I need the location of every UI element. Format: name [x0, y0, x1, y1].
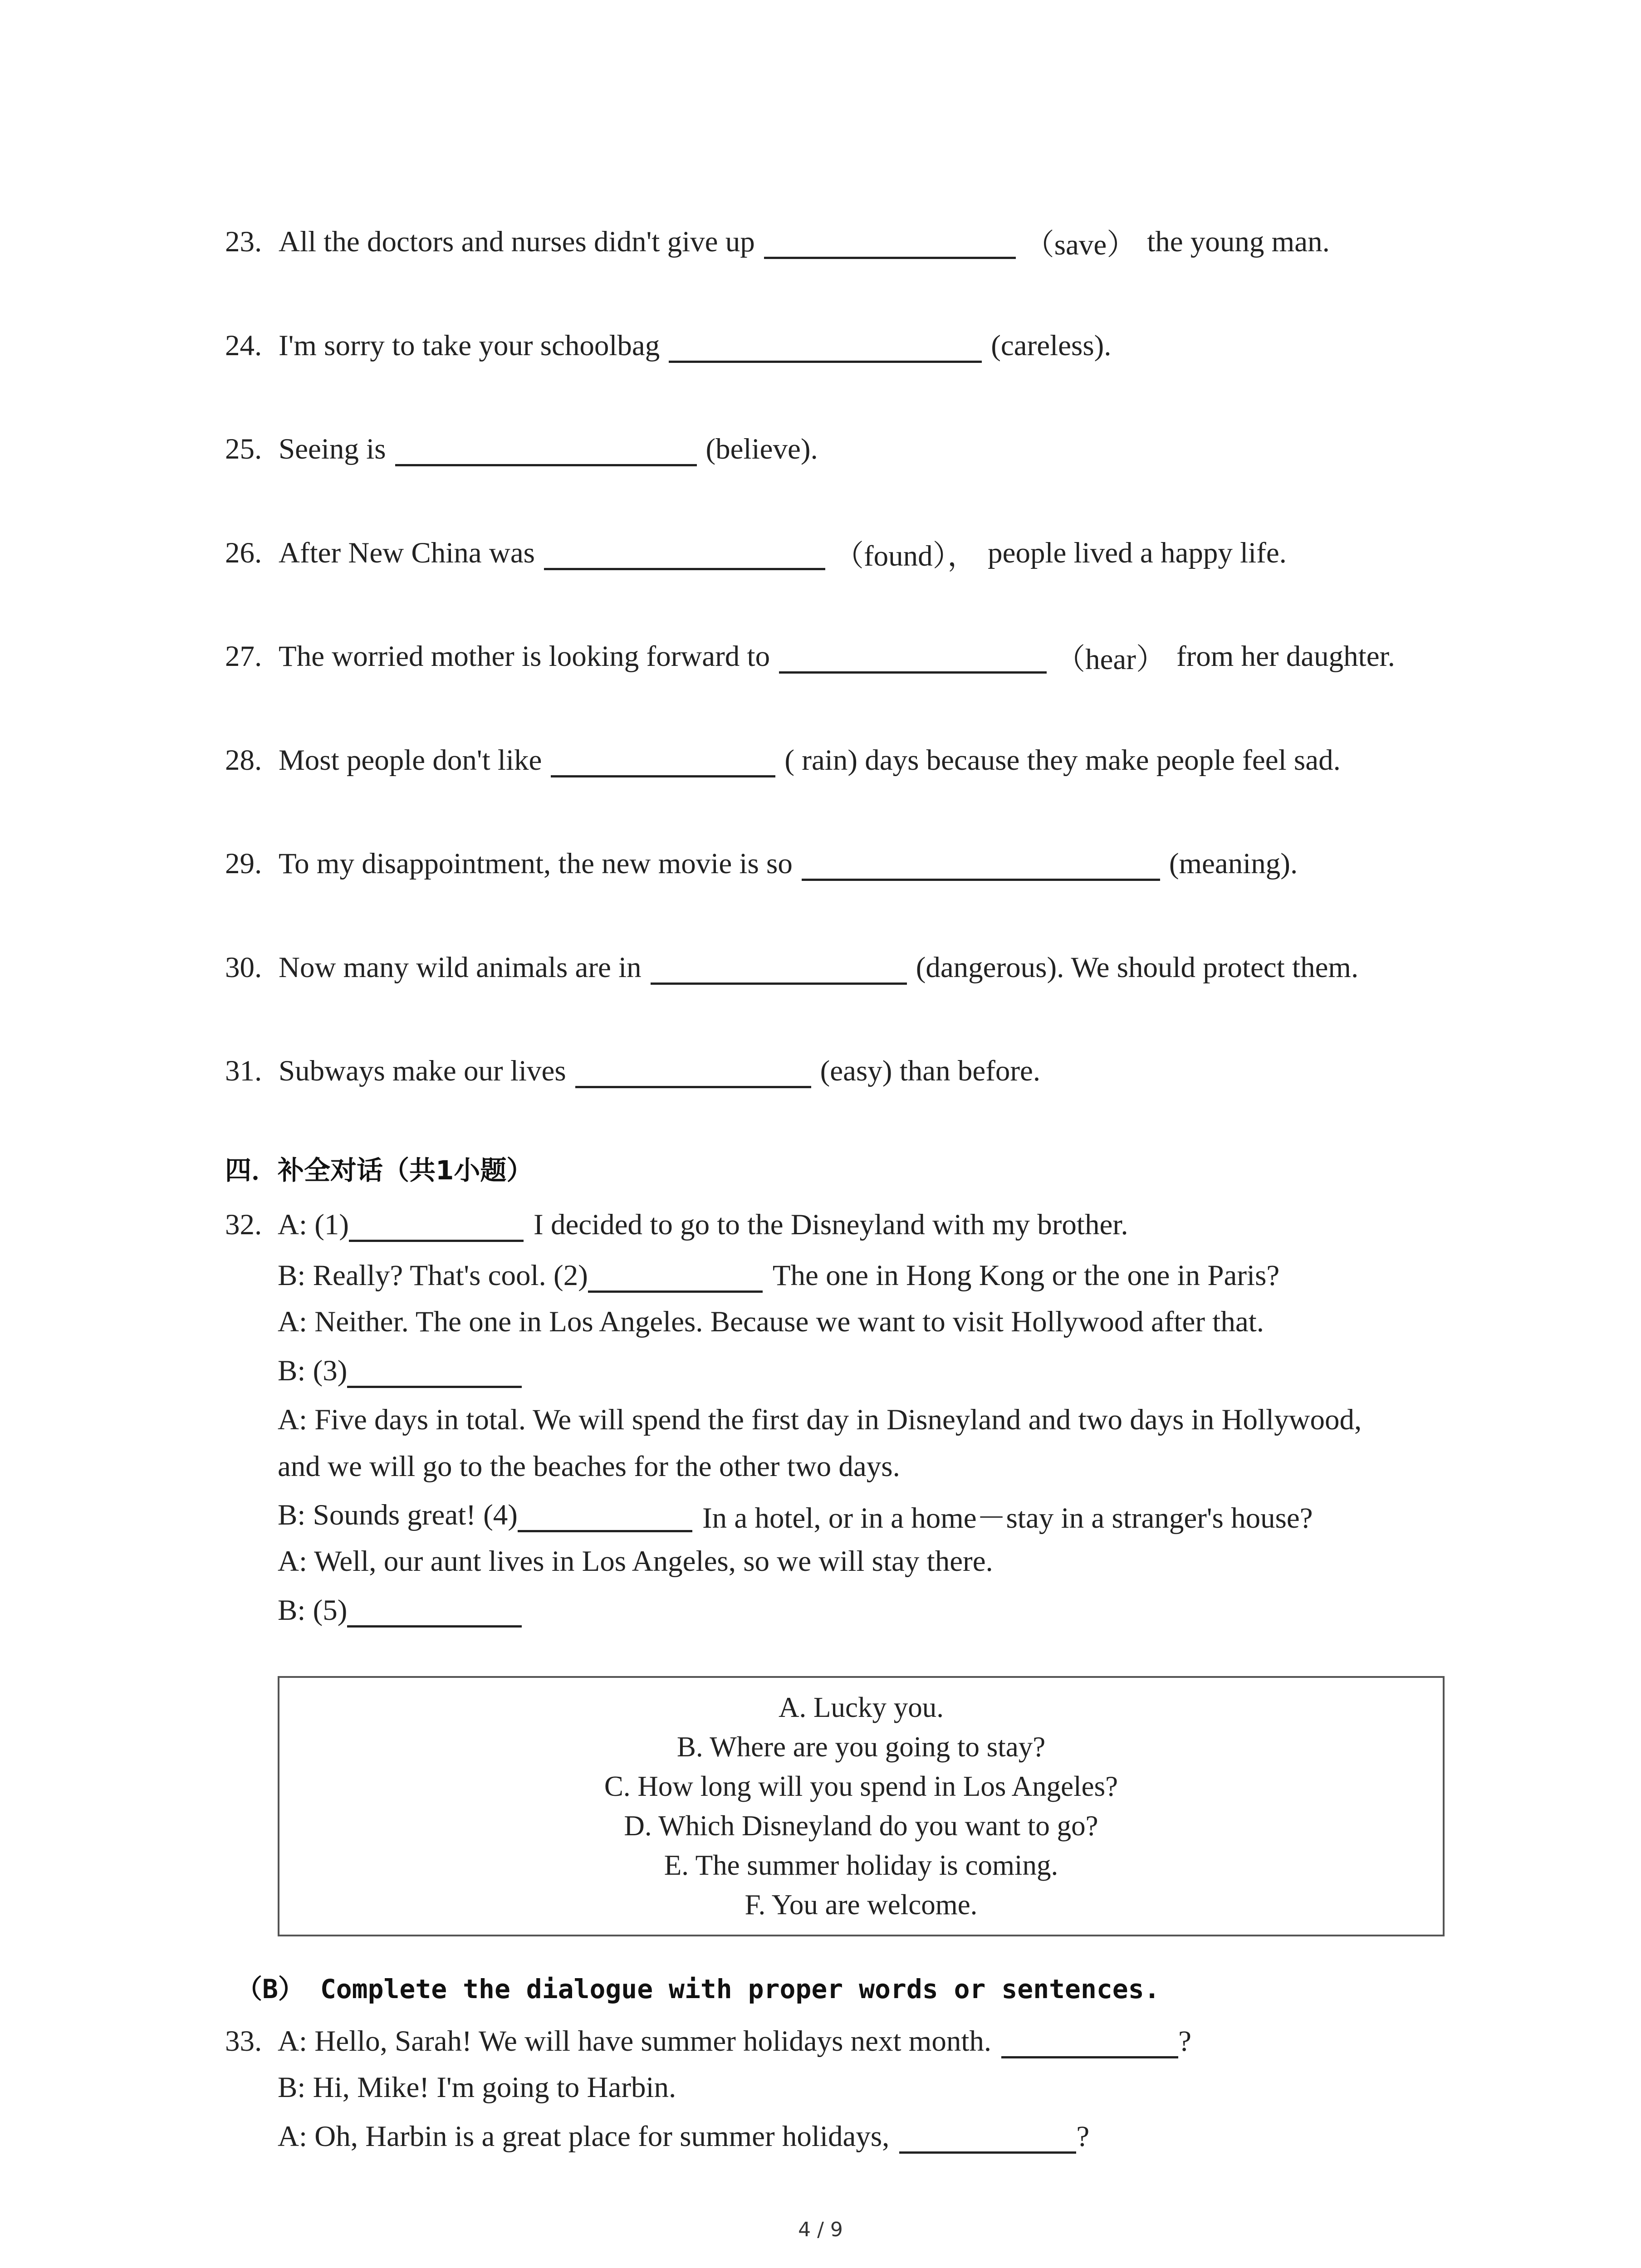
- question-number: 31.: [225, 1054, 262, 1087]
- question-number: 24.: [225, 329, 262, 362]
- dialogue-text: and we will go to the beaches for the other two days.: [278, 1450, 900, 1483]
- word-hint: (believe).: [705, 432, 818, 465]
- word-hint: (careless).: [991, 329, 1112, 362]
- word-hint: ( rain) days because they make people feel sad.: [784, 743, 1341, 777]
- dialogue-line-8: [278, 1539, 1448, 1584]
- answer-blank[interactable]: [779, 640, 1047, 674]
- question-number: 29.: [225, 847, 262, 880]
- answer-blank[interactable]: [349, 1208, 524, 1242]
- dialogue-text: B: (5): [278, 1593, 348, 1627]
- dialogue-text: B: Sounds great! (4): [278, 1498, 518, 1531]
- question-text: Subways make our lives: [279, 1054, 566, 1087]
- question-text: The worried mother is looking forward to: [279, 640, 770, 673]
- question-number: 32.: [225, 1208, 262, 1241]
- dialogue-text-end: I decided to go to the Disneyland with my brother.: [534, 1208, 1128, 1241]
- answer-blank[interactable]: [395, 432, 697, 466]
- question-number: 28.: [225, 743, 262, 777]
- word-hint: (dangerous). We should protect them.: [916, 951, 1359, 984]
- dialogue-text: A: Oh, Harbin is a great place for summer holidays,: [278, 2120, 890, 2153]
- option-d: D. Which Disneyland do you want to go?: [624, 1810, 1098, 1842]
- question-number: 23.: [225, 225, 262, 258]
- question-23: [225, 215, 1450, 269]
- dialogue-text: A: (1): [278, 1208, 349, 1241]
- question-29: [225, 836, 1450, 891]
- dialogue-text: A: Well, our aunt lives in Los Angeles, so we will stay there.: [278, 1545, 993, 1578]
- dialogue-text: B: Really? That's cool. (2): [278, 1259, 588, 1292]
- answer-blank[interactable]: [802, 847, 1160, 881]
- question-text-end: the young man.: [1147, 225, 1330, 258]
- question-text: To my disappointment, the new movie is so: [279, 847, 793, 880]
- answer-blank[interactable]: [899, 2120, 1076, 2154]
- dialogue-line-3: [278, 1299, 1448, 1344]
- section-heading-dialogue: 四．补全对话（共1小题）: [225, 1155, 533, 1186]
- dialogue-line-b1: [278, 2019, 1448, 2064]
- question-27: [225, 629, 1450, 684]
- question-28: [225, 733, 1450, 787]
- dialogue-text: B: (3): [278, 1354, 348, 1387]
- word-hint: （save）: [1024, 229, 1136, 261]
- option-c: C. How long will you spend in Los Angeles?: [604, 1770, 1118, 1802]
- question-30: [225, 940, 1450, 995]
- question-text: All the doctors and nurses didn't give up: [279, 225, 755, 258]
- dialogue-line-1: [278, 1202, 1448, 1247]
- question-text: After New China was: [279, 536, 535, 569]
- dialogue-text: B: Hi, Mike! I'm going to Harbin.: [278, 2071, 676, 2104]
- dialogue-line-4: [278, 1348, 1448, 1393]
- dialogue-line-b2: [278, 2065, 1448, 2110]
- question-text: I'm sorry to take your schoolbag: [279, 329, 660, 362]
- dialogue-line-b3: [278, 2114, 1448, 2159]
- dialogue-line-7: [278, 1492, 1448, 1538]
- question-text: Most people don't like: [279, 743, 542, 777]
- question-26: [225, 526, 1450, 580]
- question-number: 30.: [225, 951, 262, 984]
- question-text: Seeing is: [279, 432, 386, 465]
- dialogue-text: A: Neither. The one in Los Angeles. Because we want to visit Hollywood after that.: [278, 1305, 1264, 1338]
- options-box: [278, 1676, 1445, 1936]
- dialogue-text-end: ?: [1076, 2120, 1090, 2153]
- answer-blank[interactable]: [544, 536, 825, 570]
- question-text: Now many wild animals are in: [279, 951, 642, 984]
- question-text-end: people lived a happy life.: [988, 536, 1287, 569]
- word-hint: (easy) than before.: [820, 1054, 1041, 1087]
- dialogue-line-6: [278, 1444, 1448, 1489]
- answer-blank[interactable]: [764, 225, 1016, 259]
- question-text-end: from her daughter.: [1176, 640, 1395, 673]
- question-number: 25.: [225, 432, 262, 465]
- dialogue-text-end: ?: [1178, 2024, 1191, 2058]
- dialogue-text-end: The one in Hong Kong or the one in Paris?: [772, 1259, 1280, 1292]
- answer-blank[interactable]: [575, 1054, 811, 1088]
- dialogue-line-5: [278, 1397, 1448, 1442]
- option-e: E. The summer holiday is coming.: [664, 1849, 1058, 1881]
- dialogue-line-2: [278, 1253, 1448, 1298]
- option-f: F. You are welcome.: [745, 1889, 978, 1921]
- question-24: [225, 318, 1450, 373]
- word-hint: (meaning).: [1169, 847, 1298, 880]
- answer-blank[interactable]: [1001, 2024, 1178, 2058]
- question-number: 26.: [225, 536, 262, 569]
- question-number: 27.: [225, 640, 262, 673]
- option-a: A. Lucky you.: [779, 1691, 944, 1723]
- dialogue-line-9: [278, 1588, 1448, 1633]
- answer-blank[interactable]: [518, 1498, 692, 1532]
- word-hint: （found），: [834, 540, 977, 572]
- question-31: [225, 1044, 1450, 1098]
- question-number: 33.: [225, 2024, 262, 2058]
- page-number: 4 / 9: [798, 2218, 843, 2241]
- question-25: [225, 422, 1450, 476]
- answer-blank[interactable]: [347, 1593, 522, 1628]
- dialogue-text-end: In a hotel, or in a home－stay in a stranger's house?: [702, 1502, 1313, 1535]
- dialogue-text: A: Five days in total. We will spend the first day in Disneyland and two days in Hollywood,: [278, 1403, 1362, 1436]
- answer-blank[interactable]: [551, 743, 775, 777]
- section-heading-b: （B） Complete the dialogue with proper words or sentences.: [236, 1974, 1160, 2004]
- word-hint: （hear）: [1056, 643, 1166, 676]
- answer-blank[interactable]: [588, 1259, 763, 1293]
- answer-blank[interactable]: [669, 329, 982, 363]
- answer-blank[interactable]: [347, 1354, 522, 1388]
- dialogue-text: A: Hello, Sarah! We will have summer holidays next month.: [278, 2024, 992, 2058]
- option-b: B. Where are you going to stay?: [676, 1731, 1046, 1763]
- answer-blank[interactable]: [651, 951, 907, 985]
